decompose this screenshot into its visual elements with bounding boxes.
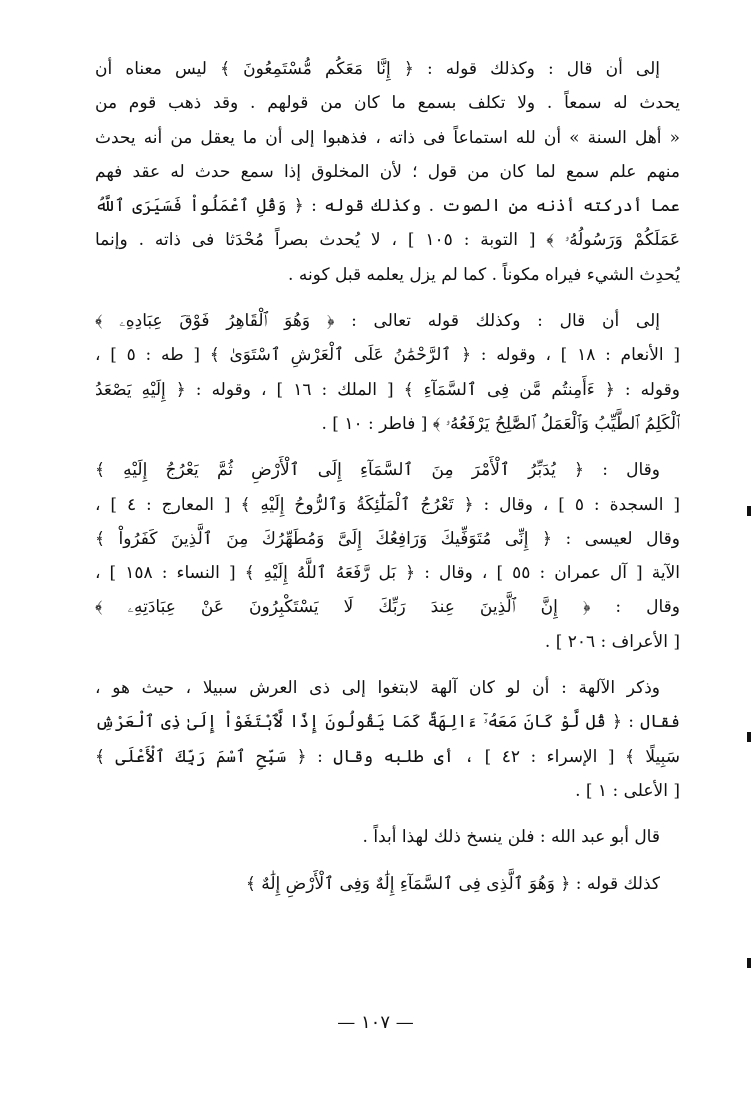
- text-line: عَمَلَكُمْ وَرَسُولُهُۥ ﴾ [ التوبة : ١٠٥ ] ، لا يُحدث بصراً مُحْدَثا فى ذاته . وإنما: [95, 230, 680, 251]
- paragraph-6: [95, 867, 680, 901]
- text-line: وقوله : ﴿ ءَأَمِنتُم مَّن فِى ٱلسَّمَآءِ ﴾ [ الملك : ١٦ ] ، وقوله : ﴿ إِلَيْهِ يَصْعَدُ: [95, 379, 680, 400]
- text-line: فقال : ﴿ قُل لَّوْ كَانَ مَعَهُۥٓ ءَالِهَةٌ كَمَا يَقُولُونَ إِذًا لَّٱبْتَغَوْاْ إِلَىٰ ذِى ٱلْعَرْشِ: [95, 712, 680, 733]
- text-line: كذلك قوله : ﴿ وَهُوَ ٱلَّذِى فِى ٱلسَّمَآءِ إِلَٰهٌ وَفِى ٱلْأَرْضِ إِلَٰهٌ ﴾: [245, 873, 660, 894]
- paragraph-2: [95, 304, 680, 441]
- page-body: [95, 52, 680, 901]
- page-number: — ١٠٧ —: [337, 1012, 414, 1033]
- text-line: [ الأعلى : ١ ] .: [575, 780, 680, 801]
- text-line: يُحدِث الشيء فيراه مكوناً . كما لم يزل يعلمه قبل كونه .: [288, 264, 680, 285]
- text-line: سَبِيلًا ﴾ [ الإسراء : ٤٢ ] ، أى طلبه وقال : ﴿ سَبِّحِ ٱسْمَ رَبِّكَ ٱلْأَعْلَى ﴾: [95, 746, 680, 767]
- paragraph-3: [95, 453, 680, 659]
- text-line: وقال : ﴿ إِنَّ ٱلَّذِينَ عِندَ رَبِّكَ لَا يَسْتَكْبِرُونَ عَنْ عِبَادَتِهِۦ ﴾: [95, 597, 680, 618]
- text-line: عما أدركته أذنه من الصوت . وكذلك قوله : ﴿ وَقُلِ ٱعْمَلُواْ فَسَيَرَى ٱللَّهُ: [95, 196, 680, 217]
- text-line: ٱلْكَلِمُ ٱلطَّيِّبُ وَٱلْعَمَلُ ٱلصَّٰلِحُ يَرْفَعُهُۥ ﴾ [ فاطر : ١٠ ] .: [321, 413, 680, 434]
- paragraph-5: [95, 820, 680, 854]
- paragraph-4: [95, 671, 680, 808]
- paragraph-1: [95, 52, 680, 292]
- text-line: قال أبو عبد الله : فلن ينسخ ذلك لهذا أبداً .: [362, 827, 660, 848]
- scan-edge-mark: [747, 732, 751, 742]
- text-line: الآية [ آل عمران : ٥٥ ] ، وقال : ﴿ بَل رَّفَعَهُ ٱللَّهُ إِلَيْهِ ﴾ [ النساء : ١٥٨ ] ،: [95, 563, 680, 584]
- text-line: يحدث له سمعاً . ولا تكلف بسمع ما كان من قولهم . وقد ذهب قوم من: [95, 93, 680, 114]
- scan-edge-mark: [747, 506, 751, 516]
- text-line: « أهل السنة » أن لله استماعاً فى ذاته ، فذهبوا إلى أن ما يعقل من أنه يحدث: [95, 127, 680, 148]
- text-line: وذكر الآلهة : أن لو كان آلهة لابتغوا إلى ذى العرش سبيلا ، حيث هو ،: [95, 678, 660, 699]
- text-line: منهم علم سمع لما كان من قول ؛ لأن المخلوق إذا سمع حدث له عقد فهم: [95, 161, 680, 182]
- text-line: وقال : ﴿ يُدَبِّرُ ٱلْأَمْرَ مِنَ ٱلسَّمَآءِ إِلَى ٱلْأَرْضِ ثُمَّ يَعْرُجُ إِلَيْهِ ﴾: [95, 460, 660, 481]
- text-line: [ الأعراف : ٢٠٦ ] .: [544, 631, 680, 652]
- text-line: [ السجدة : ٥ ] ، وقال : ﴿ تَعْرُجُ ٱلْمَلَٰٓئِكَةُ وَٱلرُّوحُ إِلَيْهِ ﴾ [ المعارج : ٤ ] ،: [95, 494, 680, 515]
- text-line: [ الأنعام : ١٨ ] ، وقوله : ﴿ ٱلرَّحْمَٰنُ عَلَى ٱلْعَرْشِ ٱسْتَوَىٰ ﴾ [ طه : ٥ ] ،: [95, 345, 680, 366]
- scan-edge-mark: [747, 958, 751, 968]
- text-line: إلى أن قال : وكذلك قوله : ﴿ إِنَّا مَعَكُم مُّسْتَمِعُونَ ﴾ ليس معناه أن: [95, 59, 660, 79]
- text-line: وقال لعيسى : ﴿ إِنِّى مُتَوَفِّيكَ وَرَافِعُكَ إِلَىَّ وَمُطَهِّرُكَ مِنَ ٱلَّذِينَ كَفَرُواْ ﴾: [95, 528, 680, 549]
- text-line: إلى أن قال : وكذلك قوله تعالى : ﴿ وَهُوَ ٱلْقَاهِرُ فَوْقَ عِبَادِهِۦ ﴾: [95, 311, 660, 332]
